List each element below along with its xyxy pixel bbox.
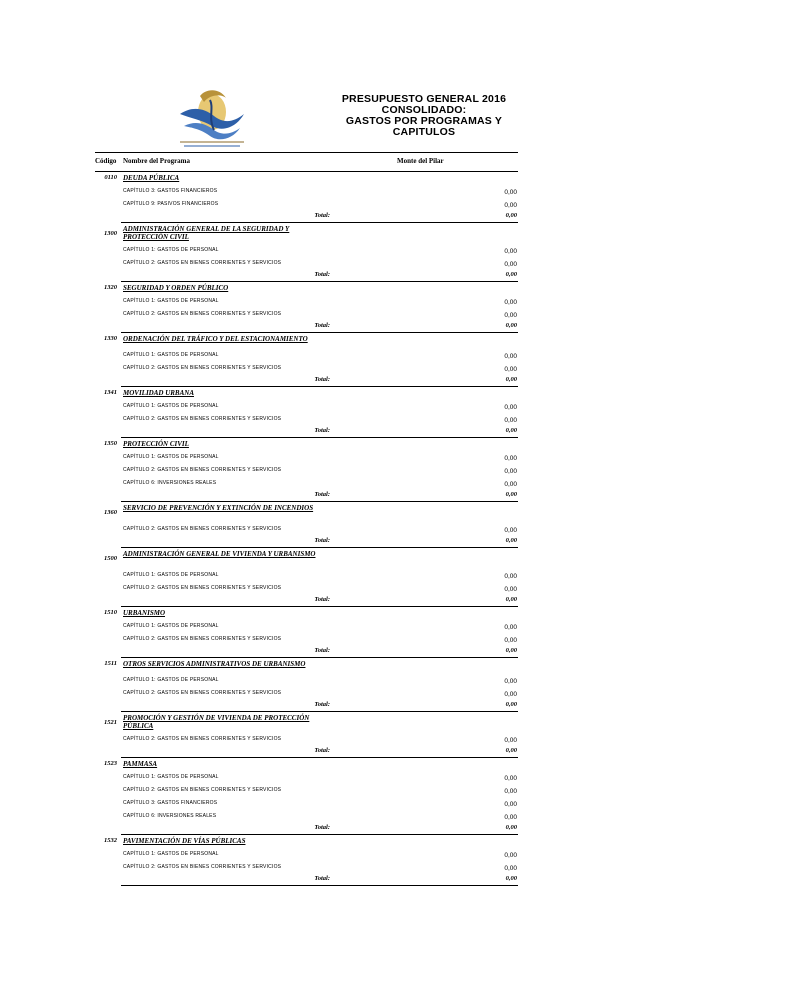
section-rule [121,757,518,758]
total-label: Total: [314,271,330,278]
chapter-label: CAPÍTULO 3: GASTOS FINANCIEROS [123,800,218,806]
chapter-amount: 0,00 [504,586,517,593]
total-amount: 0,00 [505,376,517,383]
logo-emblem-icon [170,86,250,152]
column-header-name: Nombre del Programa [123,157,191,165]
section-rule [121,657,518,658]
chapter-label: CAPÍTULO 2: GASTOS EN BIENES CORRIENTES Y SERVICIOS [123,260,282,266]
section-rule [121,547,518,548]
total-amount: 0,00 [505,596,517,603]
program-code: 1511 [104,660,117,667]
section-rule [121,332,518,333]
total-amount: 0,00 [505,322,517,329]
total-amount: 0,00 [505,701,517,708]
total-label: Total: [314,701,330,708]
total-amount: 0,00 [505,212,517,219]
chapter-amount: 0,00 [504,299,517,306]
chapter-label: CAPÍTULO 1: GASTOS DE PERSONAL [123,774,219,780]
section-rule [121,711,518,712]
chapter-amount: 0,00 [504,788,517,795]
chapter-amount: 0,00 [504,624,517,631]
total-amount: 0,00 [505,647,517,654]
chapter-label: CAPÍTULO 6: INVERSIONES REALES [123,813,217,819]
chapter-label: CAPÍTULO 1: GASTOS DE PERSONAL [123,454,219,460]
program-name: DEUDA PÚBLICA [123,174,180,182]
program-name: OTROS SERVICIOS ADMINISTRATIVOS DE URBANISMO [123,660,306,668]
section-rule [121,281,518,282]
chapter-amount: 0,00 [504,678,517,685]
program-code: 1500 [104,555,117,562]
chapter-label: CAPÍTULO 1: GASTOS DE PERSONAL [123,247,219,253]
total-label: Total: [314,824,330,831]
section-rule [121,885,518,886]
total-amount: 0,00 [505,427,517,434]
program-name: SERVICIO DE PREVENCIÓN Y EXTINCIÓN DE INCENDIOS [123,504,314,512]
chapter-amount: 0,00 [504,202,517,209]
total-label: Total: [314,212,330,219]
program-code: 1320 [104,284,117,291]
chapter-amount: 0,00 [504,404,517,411]
chapter-label: CAPÍTULO 2: GASTOS EN BIENES CORRIENTES Y SERVICIOS [123,585,282,591]
chapter-amount: 0,00 [504,312,517,319]
chapter-label: CAPÍTULO 1: GASTOS DE PERSONAL [123,572,219,578]
chapter-amount: 0,00 [504,417,517,424]
total-label: Total: [314,596,330,603]
total-label: Total: [314,427,330,434]
program-name: PAVIMENTACIÓN DE VÍAS PÚBLICAS [123,837,246,845]
total-label: Total: [314,491,330,498]
total-label: Total: [314,376,330,383]
title-line-2: CONSOLIDADO: [381,104,467,116]
section-rule [121,834,518,835]
section-rule [121,437,518,438]
chapter-amount: 0,00 [504,353,517,360]
program-name: SEGURIDAD Y ORDEN PÚBLICO [123,284,229,292]
total-amount: 0,00 [505,271,517,278]
program-name: ADMINISTRACIÓN GENERAL DE VIVIENDA Y URBANISMO [123,550,316,558]
program-name: ORDENACIÓN DEL TRÁFICO Y DEL ESTACIONAMIENTO [123,335,308,343]
total-amount: 0,00 [505,875,517,882]
program-name: PROMOCIÓN Y GESTIÓN DE VIVIENDA DE PROTECCIÓN PÚBLICA [123,714,310,730]
program-code: 1521 [104,719,117,726]
program-name: URBANISMO [123,609,166,617]
total-amount: 0,00 [505,747,517,754]
chapter-label: CAPÍTULO 2: GASTOS EN BIENES CORRIENTES Y SERVICIOS [123,690,282,696]
chapter-label: CAPÍTULO 2: GASTOS EN BIENES CORRIENTES Y SERVICIOS [123,787,282,793]
chapter-label: CAPÍTULO 1: GASTOS DE PERSONAL [123,403,219,409]
chapter-label: CAPÍTULO 3: GASTOS FINANCIEROS [123,188,218,194]
chapter-label: CAPÍTULO 1: GASTOS DE PERSONAL [123,298,219,304]
column-header-amount: Monte del Pilar [397,157,444,165]
chapter-amount: 0,00 [504,691,517,698]
header-bottom-rule [95,171,518,172]
total-label: Total: [314,647,330,654]
chapter-amount: 0,00 [504,468,517,475]
program-code: 0110 [104,174,117,181]
chapter-amount: 0,00 [504,248,517,255]
chapter-amount: 0,00 [504,261,517,268]
program-code: 1523 [104,760,117,767]
chapter-label: CAPÍTULO 2: GASTOS EN BIENES CORRIENTES Y SERVICIOS [123,526,282,532]
title-line-1: PRESUPUESTO GENERAL 2016 [341,93,507,105]
chapter-amount: 0,00 [504,527,517,534]
chapter-label: CAPÍTULO 2: GASTOS EN BIENES CORRIENTES Y SERVICIOS [123,416,282,422]
title-line-3: GASTOS POR PROGRAMAS Y [345,115,503,127]
program-name: PROTECCIÓN CIVIL [123,440,189,448]
program-code: 1360 [104,509,117,516]
municipal-logo [170,86,250,152]
program-name: PAMMASA [123,760,158,768]
chapter-label: CAPÍTULO 2: GASTOS EN BIENES CORRIENTES Y SERVICIOS [123,736,282,742]
chapter-amount: 0,00 [504,366,517,373]
total-amount: 0,00 [505,537,517,544]
chapter-amount: 0,00 [504,801,517,808]
chapter-label: CAPÍTULO 2: GASTOS EN BIENES CORRIENTES Y SERVICIOS [123,864,282,870]
program-code: 1330 [104,335,117,342]
chapter-label: CAPÍTULO 1: GASTOS DE PERSONAL [123,623,219,629]
chapter-label: CAPÍTULO 9: PASIVOS FINANCIEROS [123,201,219,207]
header-top-rule [95,152,518,153]
total-label: Total: [314,537,330,544]
chapter-amount: 0,00 [504,189,517,196]
chapter-label: CAPÍTULO 1: GASTOS DE PERSONAL [123,677,219,683]
program-code: 1532 [104,837,117,844]
chapter-label: CAPÍTULO 2: GASTOS EN BIENES CORRIENTES Y SERVICIOS [123,467,282,473]
section-rule [121,606,518,607]
program-name: MOVILIDAD URBANA [123,389,194,397]
total-label: Total: [314,875,330,882]
chapter-amount: 0,00 [504,775,517,782]
chapter-label: CAPÍTULO 6: INVERSIONES REALES [123,480,217,486]
total-amount: 0,00 [505,824,517,831]
chapter-label: CAPÍTULO 1: GASTOS DE PERSONAL [123,352,219,358]
program-code: 1510 [104,609,117,616]
section-rule [121,222,518,223]
program-name: ADMINISTRACIÓN GENERAL DE LA SEGURIDAD Y PROTECCIÓN CIVIL [123,225,290,241]
chapter-amount: 0,00 [504,481,517,488]
chapter-amount: 0,00 [504,737,517,744]
program-code: 1341 [104,389,117,396]
report-title [330,94,518,138]
chapter-amount: 0,00 [504,852,517,859]
chapter-amount: 0,00 [504,637,517,644]
section-rule [121,386,518,387]
section-rule [121,501,518,502]
chapter-amount: 0,00 [504,865,517,872]
column-header-code: Código [95,157,117,165]
program-code: 1350 [104,440,117,447]
title-line-4: CAPITULOS [392,126,456,138]
program-code: 1300 [104,230,117,237]
chapter-amount: 0,00 [504,573,517,580]
chapter-label: CAPÍTULO 1: GASTOS DE PERSONAL [123,851,219,857]
chapter-amount: 0,00 [504,455,517,462]
chapter-label: CAPÍTULO 2: GASTOS EN BIENES CORRIENTES Y SERVICIOS [123,365,282,371]
chapter-amount: 0,00 [504,814,517,821]
total-label: Total: [314,747,330,754]
total-label: Total: [314,322,330,329]
chapter-label: CAPÍTULO 2: GASTOS EN BIENES CORRIENTES Y SERVICIOS [123,636,282,642]
total-amount: 0,00 [505,491,517,498]
chapter-label: CAPÍTULO 2: GASTOS EN BIENES CORRIENTES Y SERVICIOS [123,311,282,317]
